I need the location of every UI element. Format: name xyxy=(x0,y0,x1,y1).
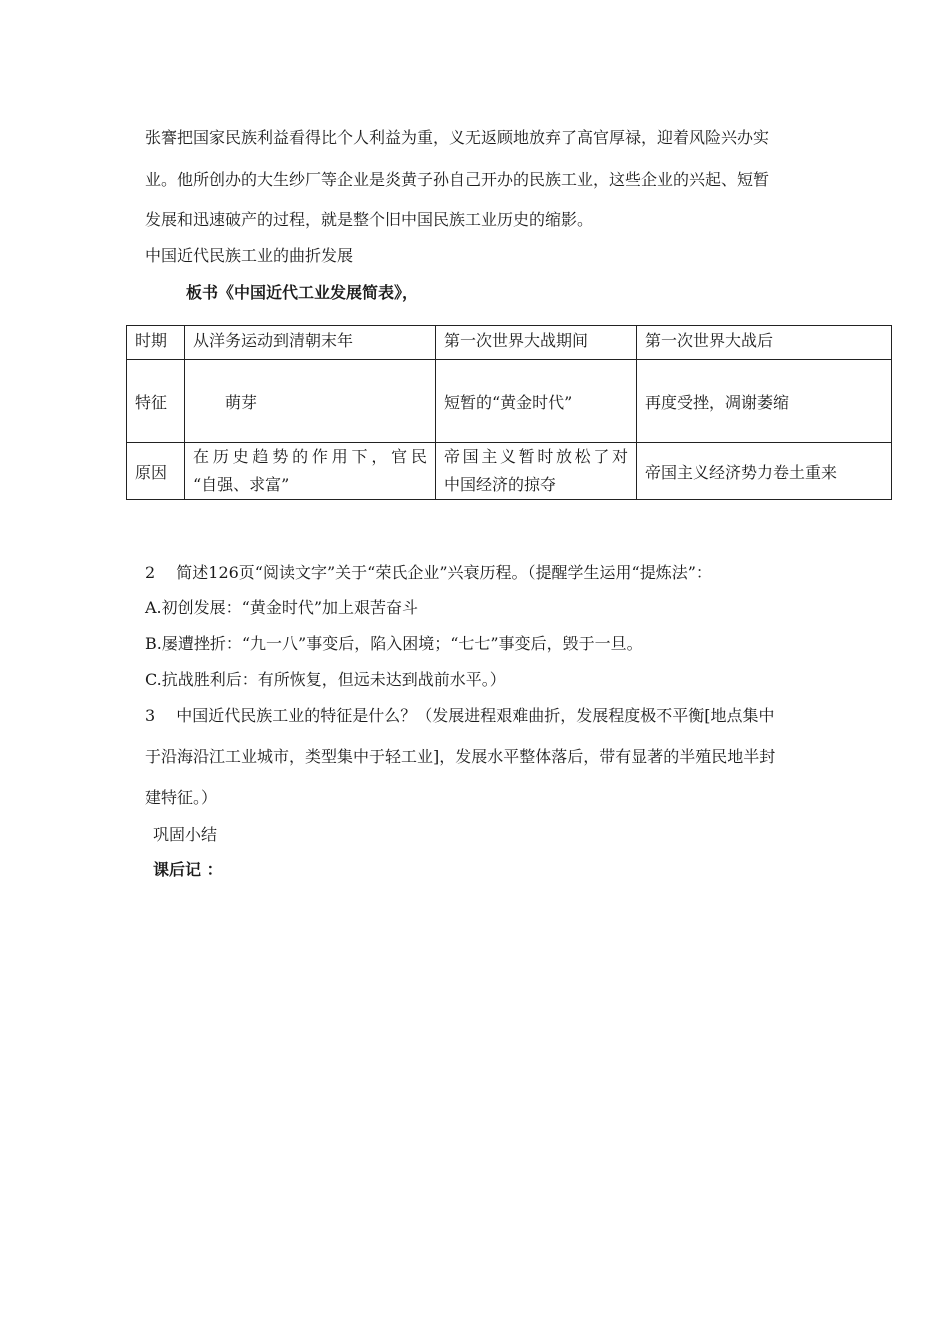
afterword-heading: 课后记 ： xyxy=(153,860,223,879)
table-header-cell: 从洋务运动到清朝末年 xyxy=(185,326,436,360)
section-title: 中国近代民族工业的曲折发展 xyxy=(145,246,354,265)
table-cell: 特征 xyxy=(127,360,185,443)
question-3-line-2: 于沿海沿江工业城市，类型集中于轻工业]，发展水平整体落后，带有显著的半殖民地半封 xyxy=(145,747,776,766)
table-cell: 帝国主义经济势力卷土重来 xyxy=(637,443,892,500)
table-cell xyxy=(185,443,436,500)
board-title: 板书《中国近代工业发展简表》， xyxy=(186,283,419,302)
table-cell: 萌芽 xyxy=(185,360,436,443)
table-cell: 短暂的“黄金时代” xyxy=(436,360,637,443)
answer-2c: C.抗战胜利后：有所恢复，但远未达到战前水平。） xyxy=(145,670,506,689)
table-row-feature xyxy=(127,360,892,443)
table-cell: 再度受挫，凋谢萎缩 xyxy=(637,360,892,443)
cell-text-line: 在历史趋势的作用下，官民 xyxy=(193,447,427,466)
table-cell: 原因 xyxy=(127,443,185,500)
table-header-cell: 第一次世界大战后 xyxy=(637,326,892,360)
intro-line-2: 业。他所创办的大生纱厂等企业是炎黄子孙自己开办的民族工业，这些企业的兴起、短暂 xyxy=(145,170,770,189)
answer-2a: A.初创发展：“黄金时代”加上艰苦奋斗 xyxy=(145,598,419,617)
intro-line-3: 发展和迅速破产的过程，就是整个旧中国民族工业历史的缩影。 xyxy=(145,210,594,229)
table-header-cell: 第一次世界大战期间 xyxy=(436,326,637,360)
answer-2b: B.屡遭挫折：“九一八”事变后，陷入困境；“七七”事变后，毁于一旦。 xyxy=(145,634,643,653)
table-header-row xyxy=(127,326,892,360)
industry-development-table xyxy=(126,325,892,500)
table-header-cell: 时期 xyxy=(127,326,185,360)
cell-text-line: “自强、求富” xyxy=(193,475,290,494)
table-cell xyxy=(436,443,637,500)
question-2: 2 简述126页“阅读文字”关于“荣氏企业”兴衰历程。（提醒学生运用“提炼法”： xyxy=(145,563,712,582)
question-3-line-3: 建特征。） xyxy=(145,788,218,807)
table-row-reason xyxy=(127,443,892,500)
intro-line-1: 张謇把国家民族利益看得比个人利益为重，义无返顾地放弃了高官厚禄，迎着风险兴办实 xyxy=(145,128,770,147)
cell-text-line: 帝国主义暂时放松了对 xyxy=(444,447,628,466)
summary-heading: 巩固小结 xyxy=(153,825,218,844)
question-3-line-1: 3 中国近代民族工业的特征是什么？（发展进程艰难曲折，发展程度极不平衡[地点集中 xyxy=(145,706,775,725)
cell-text-line: 中国经济的掠夺 xyxy=(444,475,557,494)
